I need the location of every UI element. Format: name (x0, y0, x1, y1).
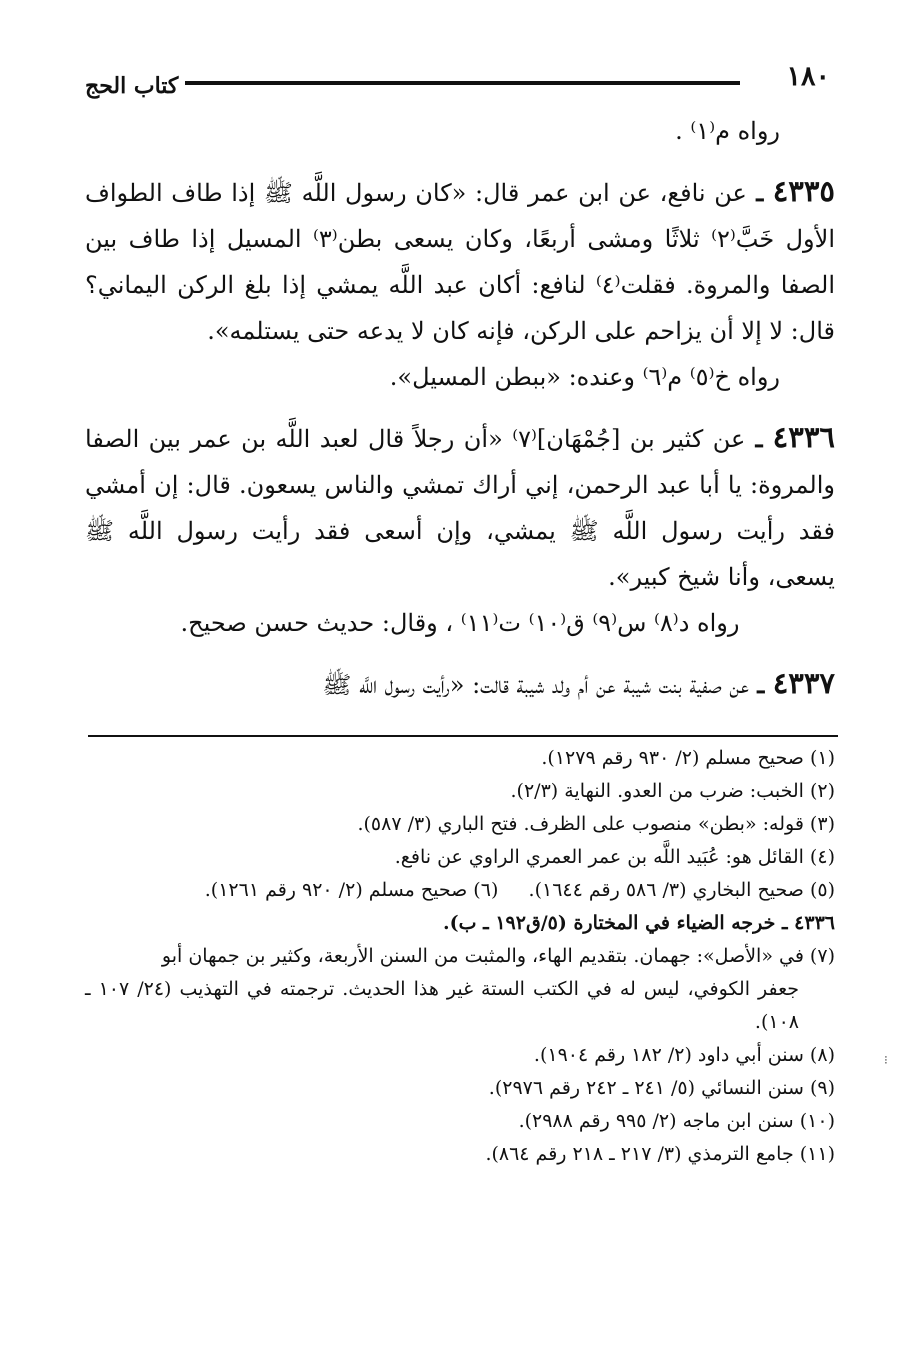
footnote-divider (88, 735, 838, 737)
footnote-10: (١٠) سنن ابن ماجه (٢/ ٩٩٥ رقم ٢٩٨٨). (518, 1110, 835, 1132)
footnote-hadith-4336: ٤٣٣٦ ـ خرجه الضياء في المختارة (٥/ق١٩٢ ـ ب). (443, 912, 835, 934)
footnote-5-6: (٥) صحيح البخاري (٣/ ٥٨٦ رقم ١٦٤٤). (٦) صحيح مسلم (٢/ ٩٢٠ رقم ١٢٦١). (204, 879, 835, 901)
hadith-4335: ٤٣٣٥ ـ عن نافع، عن ابن عمر قال: «كان رسول اللَّه ﷺ إذا طاف الطواف الأول خَبَّ⁽٢⁾ ثلاثًا ومشى أربعًا، وكان يسعى بطن⁽٣⁾ المسيل إذا طاف بين الصفا والمروة. فقلت⁽٤⁾ لنافع: أكان عبد اللَّه يمشي إذا بلغ الركن اليماني؟ قال: لا إلا أن يزاحم على الركن، فإنه كان لا يدعه حتى يستلمه». (85, 174, 836, 345)
hadith-text: عن كثير بن [جُمْهَان]⁽٧⁾ «أن رجلاً قال لعبد اللَّه بن عمر بين الصفا والمروة: يا أبا عبد الرحمن، إني أراك تمشي والناس يسعون. قال: إن أمشي فقد رأيت رسول اللَّه ﷺ يمشي، وإن أسعى فقد رأيت رسول اللَّه ﷺ يسعى، وأنا شيخ كبير». (85, 425, 835, 591)
footnote-1: (١) صحيح مسلم (٢/ ٩٣٠ رقم ١٢٧٩). (541, 747, 835, 769)
hadith-source: رواه خ⁽٥⁾ م⁽٦⁾ وعنده: «ببطن المسيل». (389, 363, 780, 391)
footnote-8: (٨) سنن أبي داود (٢/ ١٨٢ رقم ١٩٠٤). (533, 1044, 835, 1066)
footnote-4: (٤) القائل هو: عُبَيد اللَّه بن عمر العمري الراوي عن نافع. (394, 846, 835, 868)
footnote-11: (١١) جامع الترمذي (٣/ ٢١٧ ـ ٢١٨ رقم ٨٦٤). (485, 1143, 835, 1165)
book-title: كتاب الحج (85, 73, 179, 99)
header-rule (185, 81, 740, 85)
footnote-2: (٢) الخبب: ضرب من العدو. النهاية (٢/٣). (510, 780, 835, 802)
footnote-7-continued: جعفر الكوفي، ليس له في الكتب الستة غير هذا الحديث. ترجمته في التهذيب (٢٤/ ١٠٧ ـ ١٠٨). (85, 978, 799, 1033)
hadith-4337: ٤٣٣٧ ـ عن صفية بنت شيبة عن أم ولد شيبة قالت: «رأيت رسول اللَّه ﷺ (322, 666, 835, 700)
page-number: ١٨٠ (786, 61, 830, 92)
margin-mark: ⁝ (884, 1053, 888, 1067)
hadith-source: رواه د⁽٨⁾ س⁽٩⁾ ق⁽١٠⁾ ت⁽١١⁾ ، وقال: حديث حسن صحيح. (180, 609, 740, 637)
hadith-number: ٤٣٣٦ (772, 420, 835, 454)
footnote-7-first-line: (٧) في «الأصل»: جهمان. بتقديم الهاء، والمثبت من السنن الأربعة، وكثير بن جمهان أبو (161, 945, 835, 967)
footnote-9: (٩) سنن النسائي (٥/ ٢٤١ ـ ٢٤٢ رقم ٢٩٧٦). (488, 1077, 835, 1099)
footnote-7 (85, 940, 835, 973)
main-text (85, 108, 835, 708)
hadith-number: ٤٣٣٧ (772, 666, 835, 700)
page-header (85, 55, 830, 105)
hadith-text: عن صفية بنت شيبة عن أم ولد شيبة قالت: «رأيت رسول اللَّه ﷺ (322, 671, 749, 699)
footnotes (85, 742, 835, 1171)
intro-source: رواه م⁽١⁾ . (675, 117, 780, 145)
hadith-text: عن نافع، عن ابن عمر قال: «كان رسول اللَّه ﷺ إذا طاف الطواف الأول خَبَّ⁽٢⁾ ثلاثًا ومشى أربعًا، وكان يسعى بطن⁽٣⁾ المسيل إذا طاف بين الصفا والمروة. فقلت⁽٤⁾ لنافع: أكان عبد اللَّه يمشي إذا بلغ الركن اليماني؟ قال: لا إلا أن يزاحم على الركن، فإنه كان لا يدعه حتى يستلمه». (85, 179, 836, 345)
hadith-4336: ٤٣٣٦ ـ عن كثير بن [جُمْهَان]⁽٧⁾ «أن رجلاً قال لعبد اللَّه بن عمر بين الصفا والمروة: يا أبا عبد الرحمن، إني أراك تمشي والناس يسعون. قال: إن أمشي فقد رأيت رسول اللَّه ﷺ يمشي، وإن أسعى فقد رأيت رسول اللَّه ﷺ يسعى، وأنا شيخ كبير». (85, 420, 835, 591)
footnote-3: (٣) قوله: «بطن» منصوب على الظرف. فتح الباري (٣/ ٥٨٧). (357, 813, 835, 835)
hadith-number: ٤٣٣٥ (772, 174, 835, 208)
